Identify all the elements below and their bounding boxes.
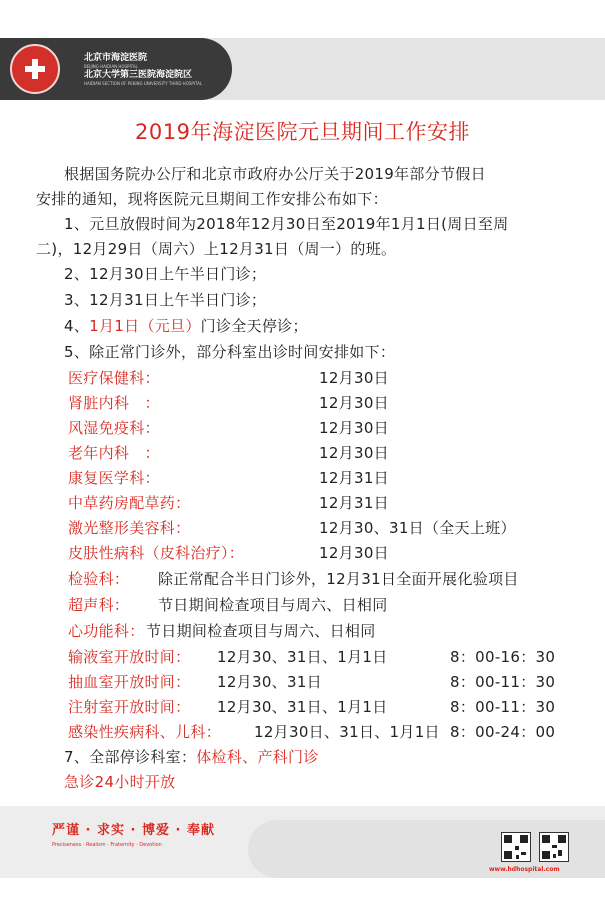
dept-name: 激光整形美容科： bbox=[68, 519, 191, 537]
special-dept-desc: 除正常配合半日门诊外，12月31日全面开展化验项目 bbox=[158, 570, 519, 588]
open-room-dates: 12月30、31日、1月1日 bbox=[217, 648, 388, 666]
dept-time: 12月30日 bbox=[319, 544, 389, 562]
dept-time: 12月31日 bbox=[319, 469, 389, 487]
dept-name: 康复医学科： bbox=[68, 469, 160, 487]
item-2: 2、12月30日上午半日门诊； bbox=[64, 265, 267, 283]
hospital-logo bbox=[10, 44, 60, 94]
item-7 bbox=[64, 746, 319, 768]
open-room-dates: 12月30日、31日、1月1日 bbox=[254, 723, 440, 741]
intro-line-2: 安排的通知，现将医院元旦期间工作安排公布如下： bbox=[36, 190, 388, 208]
open-room-name: 感染性疾病科、儿科： bbox=[68, 723, 222, 741]
open-room-name: 输液室开放时间： bbox=[68, 648, 191, 666]
item-1-line-2: 二)，12月29日（周六）上12月31日（周一）的班。 bbox=[36, 240, 397, 258]
dept-time: 12月30日 bbox=[319, 394, 389, 412]
item-7-highlight: 体检科、产科门诊 bbox=[196, 748, 319, 766]
page-title: 2019年海淀医院元旦期间工作安排 bbox=[135, 120, 470, 144]
dept-name: 肾脏内科 ： bbox=[68, 394, 160, 412]
open-room-hours: 8：00-11：30 bbox=[450, 698, 556, 716]
dept-name: 中草药房配草药： bbox=[68, 494, 191, 512]
dept-name: 老年内科 ： bbox=[68, 444, 160, 462]
open-room-hours: 8：00-11：30 bbox=[450, 673, 556, 691]
open-room-dates: 12月30、31日、1月1日 bbox=[217, 698, 388, 716]
open-room-hours: 8：00-16：30 bbox=[450, 648, 556, 666]
emergency-note: 急诊24小时开放 bbox=[64, 773, 176, 791]
item-5: 5、除正常门诊外，部分科室出诊时间安排如下： bbox=[64, 343, 396, 361]
dept-name: 皮肤性病科（皮科治疗）： bbox=[68, 544, 245, 562]
item-3: 3、12月31日上午半日门诊； bbox=[64, 291, 267, 309]
special-dept-desc: 节日期间检查项目与周六、日相同 bbox=[158, 596, 388, 614]
header-dark-strip bbox=[0, 38, 232, 100]
dept-time: 12月30日 bbox=[319, 419, 389, 437]
special-dept-name: 检验科： bbox=[68, 570, 130, 588]
hospital-motto-en: Preciseness · Realism · Fraternity · Devotion bbox=[52, 842, 162, 848]
hospital-website[interactable]: www.hdhospital.com bbox=[489, 866, 560, 873]
dept-name: 医疗保健科： bbox=[68, 369, 160, 387]
item-4-highlight: 1月1日（元旦） bbox=[89, 317, 201, 335]
hospital-motto: 严谨 · 求实 · 博爱 · 奉献 bbox=[52, 823, 215, 838]
dept-time: 12月30日 bbox=[319, 444, 389, 462]
dept-time: 12月30、31日（全天上班） bbox=[319, 519, 516, 537]
qr-code-icon[interactable] bbox=[501, 832, 531, 862]
item-1-line-1: 1、元旦放假时间为2018年12月30日至2019年1月1日(周日至周 bbox=[64, 215, 509, 233]
item-4-prefix: 4、 bbox=[64, 317, 90, 335]
open-room-hours: 8：00-24：00 bbox=[450, 723, 556, 741]
item-4-suffix: 门诊全天停诊； bbox=[200, 317, 308, 335]
special-dept-name: 心功能科： bbox=[68, 622, 145, 640]
hospital-name-2: 北京大学第三医院海淀院区 bbox=[84, 70, 193, 80]
qr-code-icon[interactable] bbox=[539, 832, 569, 862]
header-band bbox=[0, 38, 605, 100]
dept-time: 12月30日 bbox=[319, 369, 389, 387]
medical-cross-icon bbox=[25, 59, 45, 79]
intro-line-1: 根据国务院办公厅和北京市政府办公厅关于2019年部分节假日 bbox=[64, 165, 486, 183]
hospital-name-2-en: HAIDIAN SECTION OF PEKING UNIVERSITY THIRD HOSPITAL bbox=[84, 81, 203, 86]
special-dept-desc: 节日期间检查项目与周六、日相同 bbox=[146, 622, 376, 640]
open-room-name: 抽血室开放时间： bbox=[68, 673, 191, 691]
item-4 bbox=[64, 315, 308, 337]
hospital-name-1: 北京市海淀医院 bbox=[84, 53, 148, 63]
item-7-prefix: 7、全部停诊科室： bbox=[64, 748, 197, 766]
dept-time: 12月31日 bbox=[319, 494, 389, 512]
open-room-name: 注射室开放时间： bbox=[68, 698, 191, 716]
dept-name: 风湿免疫科： bbox=[68, 419, 160, 437]
special-dept-name: 超声科： bbox=[68, 596, 130, 614]
hospital-name-1-en: BEIJING HAIDIAN HOSPITAL bbox=[84, 64, 138, 69]
footer-band bbox=[0, 806, 605, 878]
open-room-dates: 12月30、31日 bbox=[217, 673, 322, 691]
